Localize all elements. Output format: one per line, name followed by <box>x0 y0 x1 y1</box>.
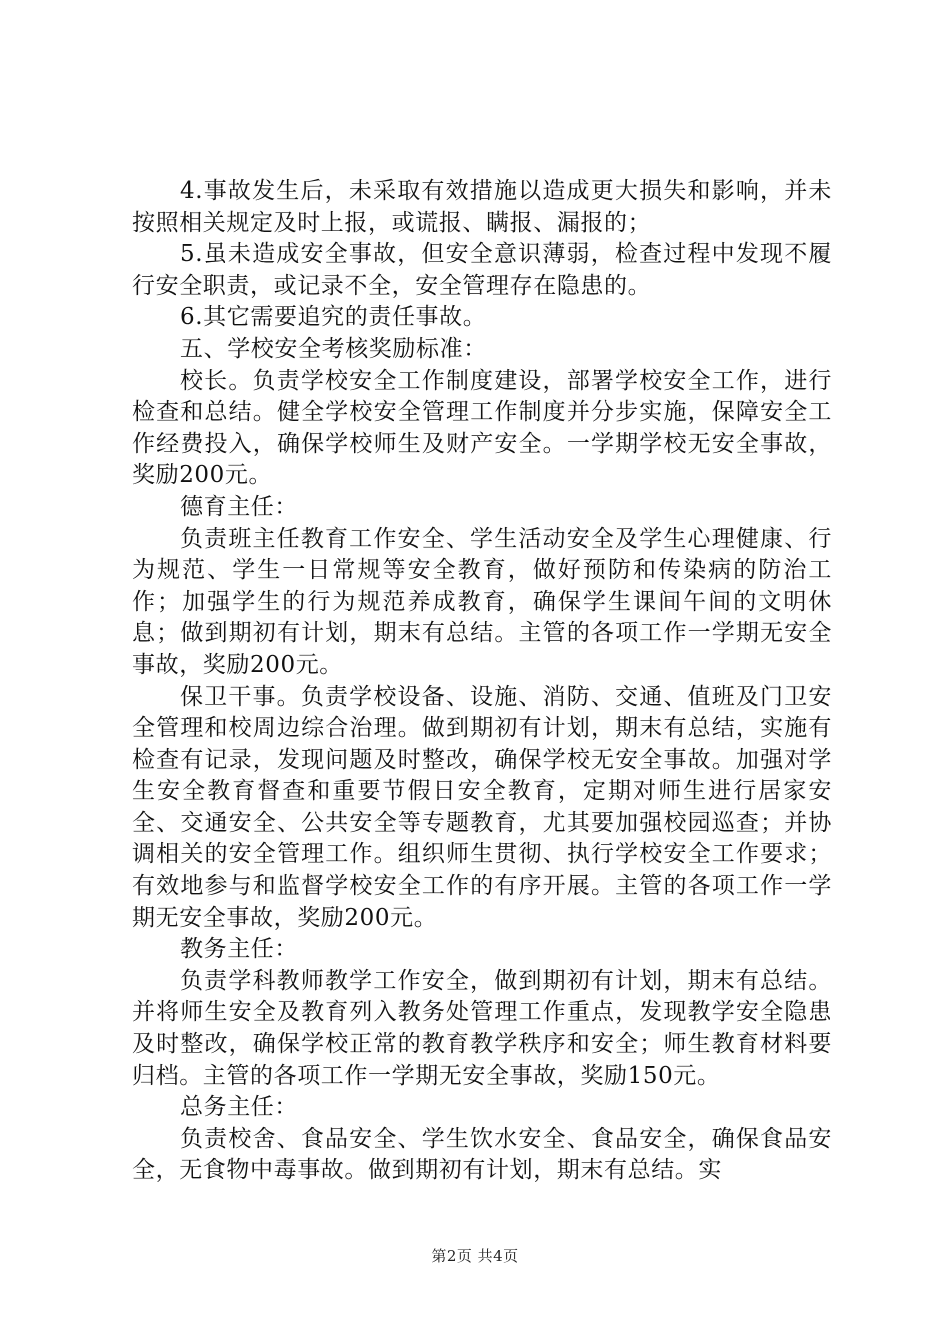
heading-general-affairs-director: 总务主任： <box>180 1094 298 1121</box>
section-heading-reward-standards: 五、学校安全考核奖励标准： <box>180 335 487 362</box>
heading-academic-director: 教务主任： <box>180 936 298 963</box>
paragraph-academic-director: 负责学科教师教学工作安全，做到期初有计划，期末有总结。并将师生安全及教育列入教务处管理工作重点，发现教学安全隐患及时整改，确保学校正常的教育教学秩序和安全；师生教育材料要归档。主管的各项工作一学期无安全事故，奖励150元。 <box>132 967 832 1089</box>
paragraph-security-officer: 保卫干事。负责学校设备、设施、消防、交通、值班及门卫安全管理和校周边综合治理。做到期初有计划，期末有总结，实施有检查有记录，发现问题及时整改，确保学校无安全事故。加强对学生安全教育督查和重要节假日安全教育，定期对师生进行居家安全、交通安全、公共安全等专题教育，尤其要加强校园巡查；并协调相关的安全管理工作。组织师生贯彻、执行学校安全工作要求；有效地参与和监督学校安全工作的有序开展。主管的各项工作一学期无安全事故，奖励200元。 <box>132 683 832 931</box>
paragraph-item-5: 5.虽未造成安全事故，但安全意识薄弱，检查过程中发现不履行安全职责，或记录不全，安全管理存在隐患的。 <box>132 241 832 299</box>
paragraph-moral-education-director: 负责班主任教育工作安全、学生活动安全及学生心理健康、行为规范、学生一日常规等安全教育，做好预防和传染病的防治工作；加强学生的行为规范养成教育，确保学生课间午间的文明休息；做到期初有计划，期末有总结。主管的各项工作一学期无安全事故，奖励200元。 <box>132 525 832 678</box>
heading-moral-education-director: 德育主任： <box>180 493 298 520</box>
paragraph-general-affairs-director: 负责校舍、食品安全、学生饮水安全、食品安全，确保食品安全，无食物中毒事故。做到期初有计划，期末有总结。实 <box>132 1125 832 1184</box>
page-number-footer: 第2页 共4页 <box>431 1247 519 1265</box>
paragraph-principal: 校长。负责学校安全工作制度建设，部署学校安全工作，进行检查和总结。健全学校安全管理工作制度并分步实施，保障安全工作经费投入，确保学校师生及财产安全。一学期学校无安全事故，奖励200元。 <box>132 367 832 489</box>
paragraph-item-4: 4.事故发生后，未采取有效措施以造成更大损失和影响，并未按照相关规定及时上报，或谎报、瞒报、漏报的； <box>132 178 832 236</box>
document-body <box>132 176 832 1187</box>
paragraph-item-6: 6.其它需要追究的责任事故。 <box>180 304 487 331</box>
